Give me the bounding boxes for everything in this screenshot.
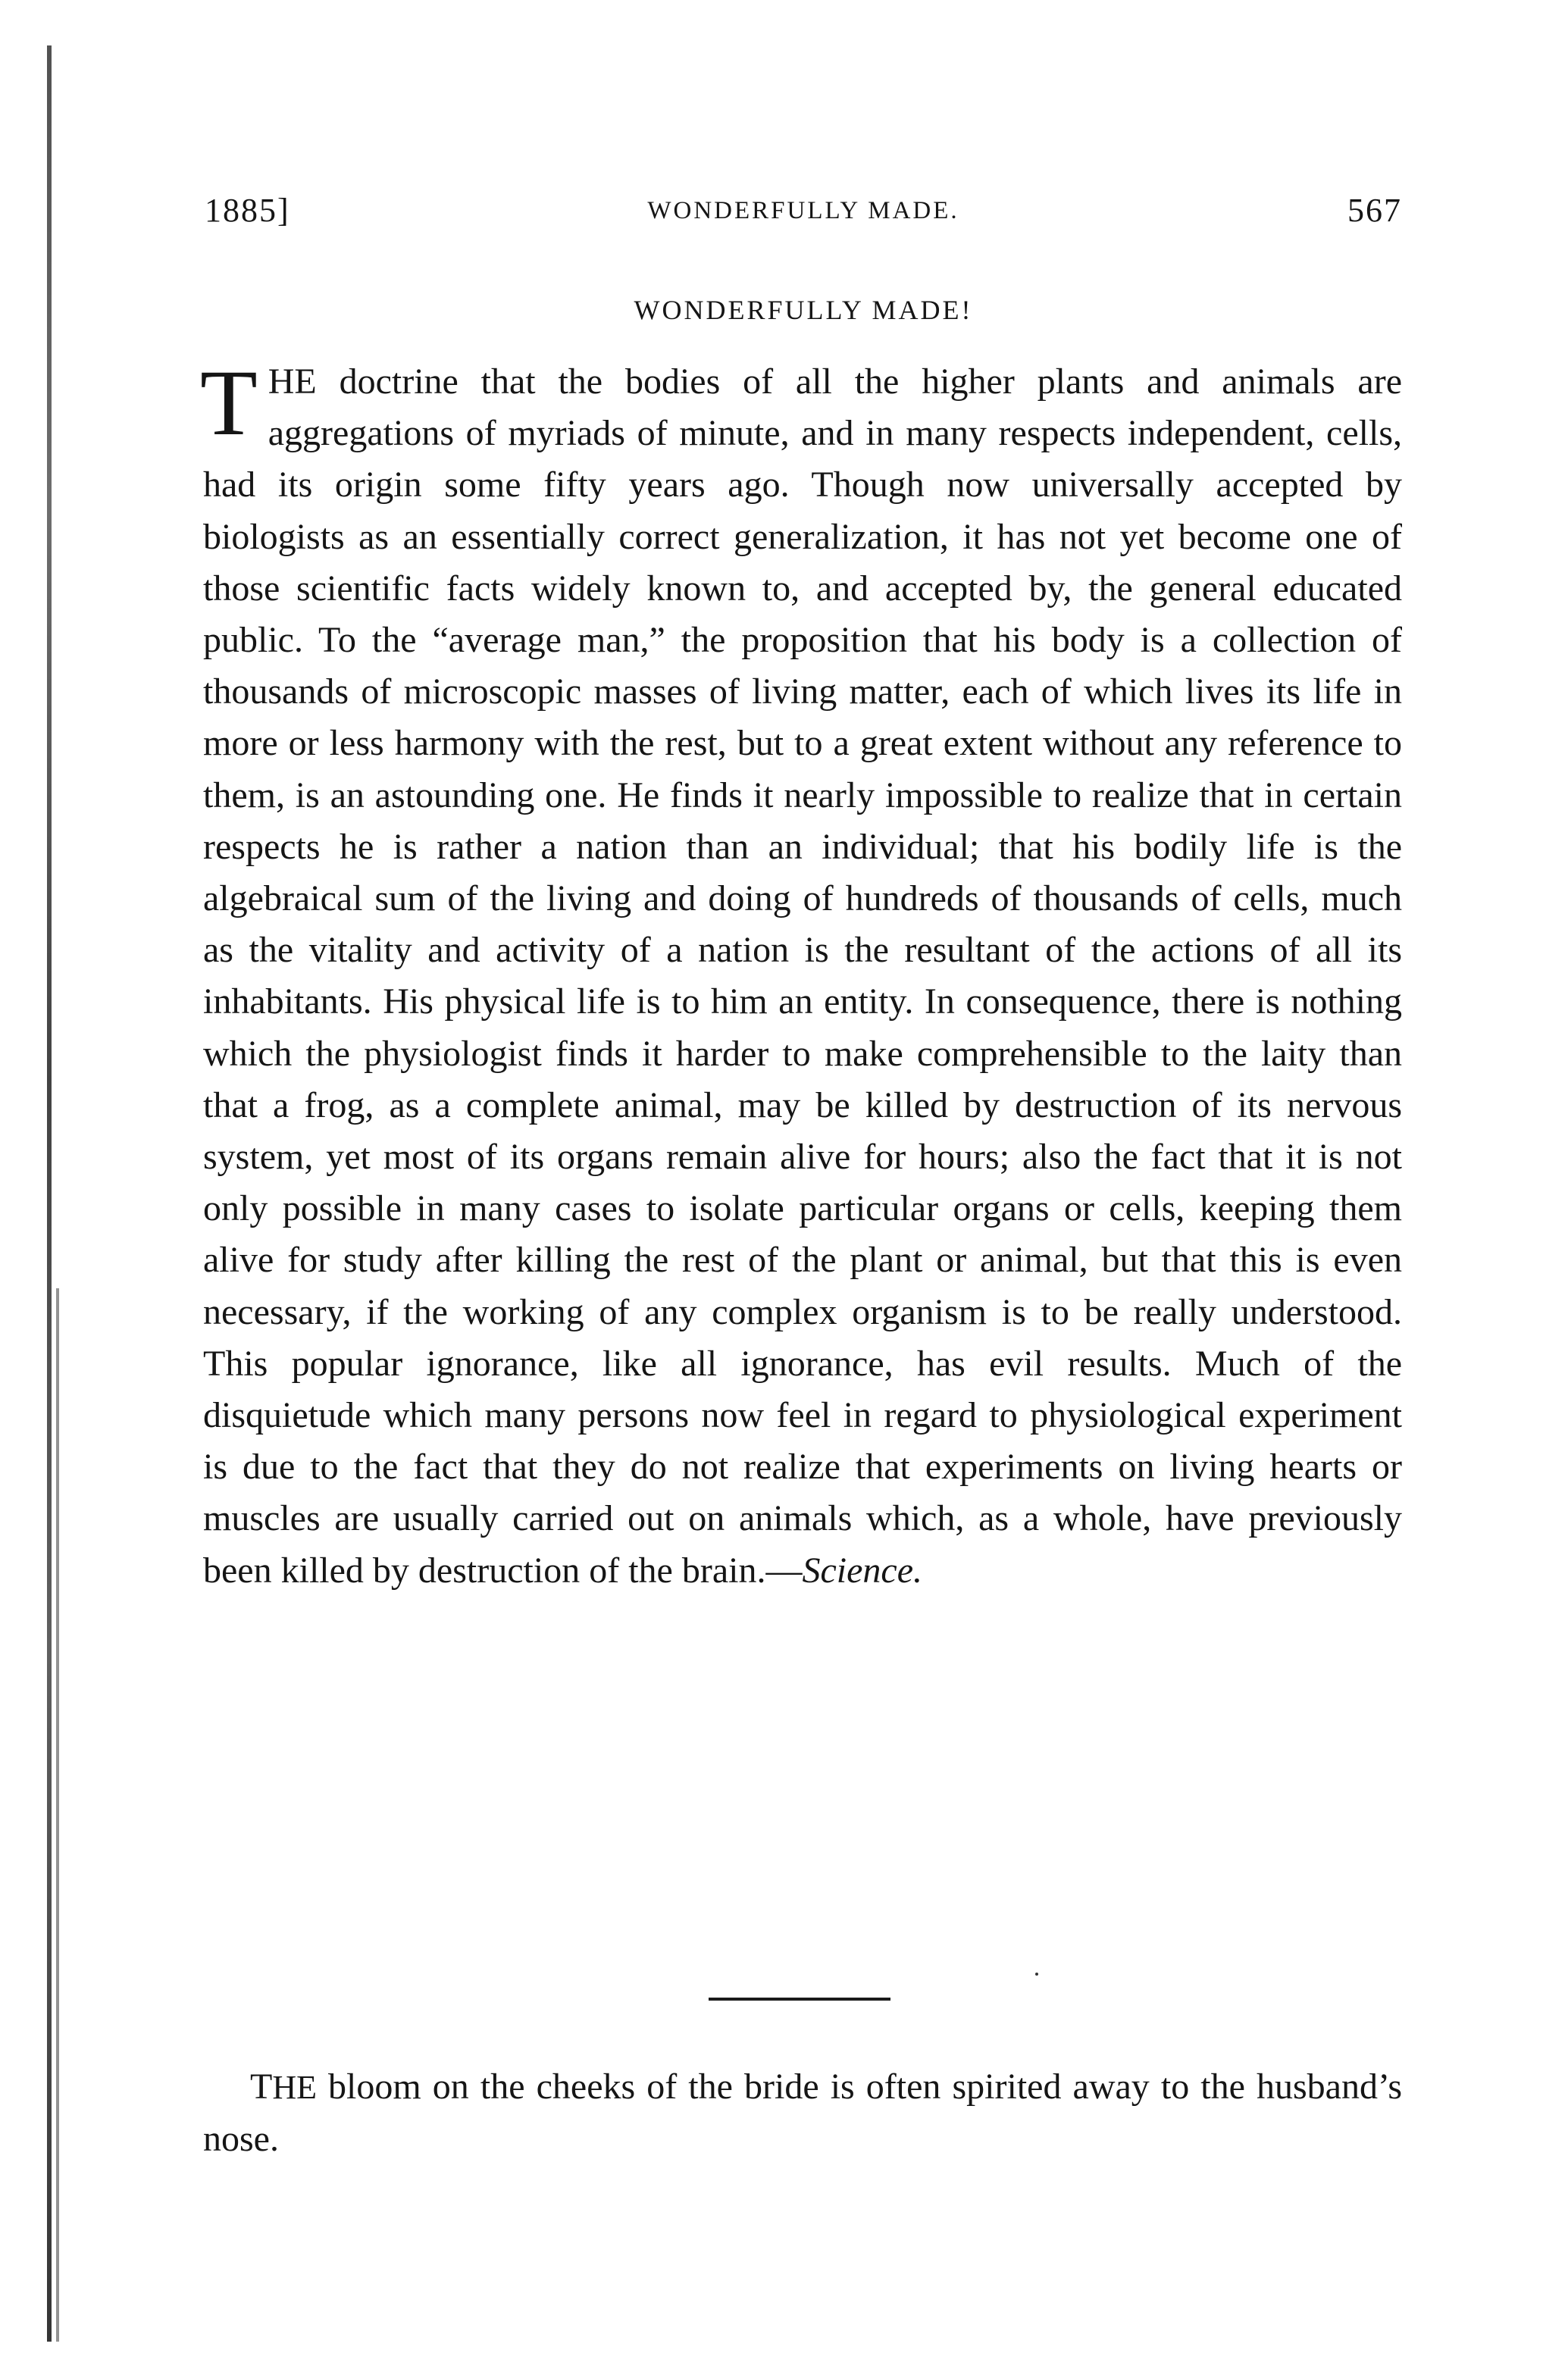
article-body [200,351,1402,1597]
section-divider [709,1998,890,2001]
page-number: 567 [1347,192,1402,229]
running-head-year: 1885] [205,192,290,229]
page-gutter-line-secondary [56,1288,59,2342]
article-title: WONDERFULLY MADE! [634,295,973,325]
speck [1035,1973,1038,1976]
anecdote-paragraph [203,2061,1402,2165]
source-dash: — [765,1550,803,1591]
running-head-title: WONDERFULLY MADE. [647,197,959,224]
article-source: Science. [802,1550,923,1591]
anecdote-text: bloom on the cheeks of the bride is often spirited away to the husband’s nose. [203,2067,1402,2159]
running-head [205,191,1402,236]
article-body-text: HE doctrine that the bodies of all the higher plants and animals are aggregations of myriads of minute, and in many respects independent, cells, had its origin some fifty years ago. Though now universally accepted by biologists as an essentially correct generalization, it has not yet become one of those scientific facts widely known to, and accepted by, the general educated public. To the “average man,” the proposition that his body is a collection of thousands of microscopic masses of living matter, each of which lives its life in more or less harmony with the rest, but to a great extent without any reference to them, is an astounding one. He finds it nearly impossible to realize that in certain respects he is rather a nation than an individual; that his bodily life is the algebraical sum of the living and doing of hundreds of thousands of cells, much as the vitality and activity of a nation is the resultant of the actions of all its inhabitants. His physical life is to him an entity. In consequence, there is nothing which the physiologist finds it harder to make comprehensible to the laity than that a frog, as a complete animal, may be killed by destruction of its nervous system, yet most of its organs remain alive for hours; also the fact that it is not only possible in many cases to isolate particular organs or cells, keeping them alive for study after killing the rest of the plant or animal, but that this is even necessary, if the working of any complex organism is to be really understood. This popular ignorance, like all ignorance, has evil results. Much of the disquietude which many persons now feel in regard to physiological experiment is due to the fact that they do not realize that experiments on living hearts or muscles are usually carried out on animals which, as a whole, have previously been killed by destruction of the brain. [203,361,1402,1591]
anecdote-lead-first: T [250,2067,273,2107]
anecdote-lead-rest: HE [272,2069,317,2106]
drop-cap: T [200,351,258,455]
page-gutter-line [47,45,52,2342]
